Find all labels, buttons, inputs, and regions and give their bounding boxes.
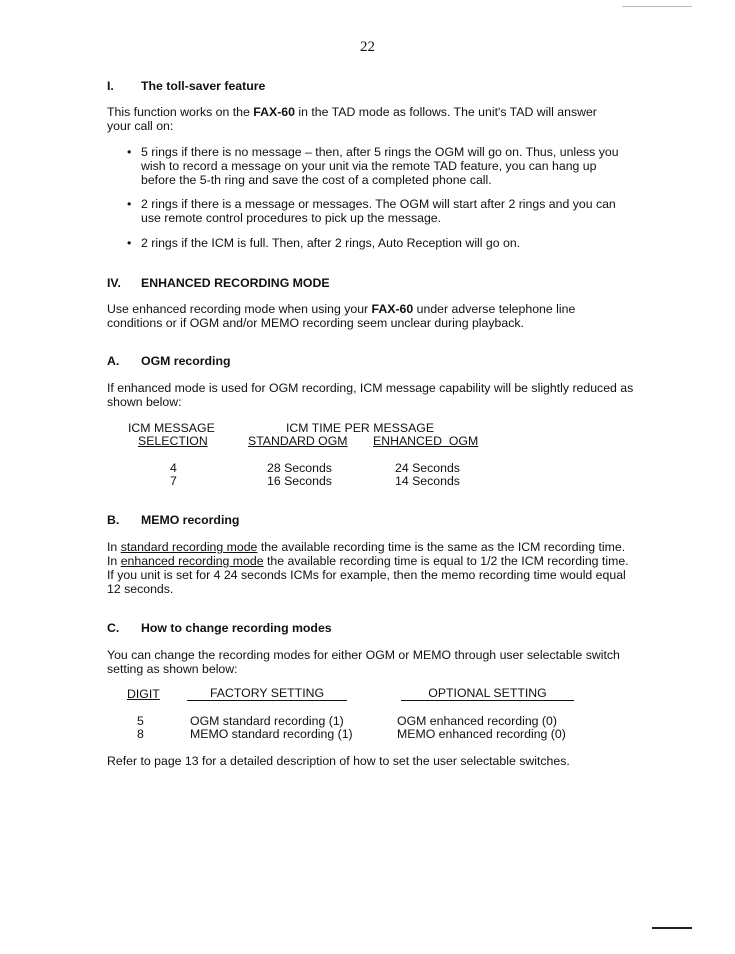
section-number: IV. — [107, 276, 121, 290]
section-number: C. — [107, 621, 120, 635]
table-cell-digit: 5 — [137, 714, 144, 728]
text: Use enhanced recording mode when using your — [107, 302, 372, 316]
section-c-heading — [107, 621, 332, 635]
col-header-enhanced-ogm: ENHANCED OGM — [373, 434, 479, 448]
section-iv-heading — [107, 276, 330, 290]
table-cell-selection: 7 — [170, 474, 177, 488]
table-cell-enhanced: 24 Seconds — [395, 461, 460, 475]
bullet-line: before the 5-th ring and save the cost of a completed phone call. — [141, 173, 492, 187]
paragraph-line: setting as shown below: — [107, 662, 238, 676]
section-i-heading — [107, 79, 265, 93]
bullet-icon: • — [127, 236, 132, 250]
underlined-term: enhanced recording mode — [120, 554, 264, 568]
table-cell-standard: 16 Seconds — [267, 474, 332, 488]
table-cell-standard: 28 Seconds — [267, 461, 332, 475]
intro-line-2: your call on: — [107, 119, 174, 133]
bullet-line: 2 rings if the ICM is full. Then, after 2 rings, Auto Reception will go on. — [141, 236, 521, 250]
section-b-paragraph — [107, 540, 647, 596]
section-title: MEMO recording — [141, 513, 240, 527]
table-cell-factory: MEMO standard recording (1) — [190, 727, 353, 741]
col-header-factory-setting: FACTORY SETTING — [187, 687, 347, 701]
bullet-text — [141, 145, 641, 187]
section-title: The toll-saver feature — [141, 79, 266, 93]
scan-artifact — [622, 6, 692, 7]
section-title: How to change recording modes — [141, 621, 332, 635]
bullet-line: 2 rings if there is a message or messages. The OGM will start after 2 rings and you can — [141, 197, 616, 211]
paragraph-line: If enhanced mode is used for OGM recording, ICM message capability will be slightly reduced as — [107, 381, 634, 395]
section-iv-paragraph — [107, 302, 642, 330]
bullet-line: use remote control procedures to pick up the message. — [141, 211, 442, 225]
paragraph-line — [107, 302, 642, 316]
bullet-icon: • — [127, 197, 132, 211]
col-header-selection: SELECTION — [138, 434, 208, 448]
section-b-heading — [107, 513, 239, 527]
table-cell-enhanced: 14 Seconds — [395, 474, 460, 488]
underlined-term: standard recording mode — [120, 540, 258, 554]
col-header-digit: DIGIT — [127, 687, 160, 701]
page-number: 22 — [360, 39, 375, 55]
text: This function works on the — [107, 105, 254, 119]
table-cell-digit: 8 — [137, 727, 144, 741]
bullet-text — [141, 197, 641, 225]
paragraph-line: conditions or if OGM and/or MEMO recording seem unclear during playback. — [107, 316, 524, 330]
model-name: FAX-60 — [253, 105, 295, 119]
table-cell-optional: OGM enhanced recording (0) — [397, 714, 557, 728]
section-number: A. — [107, 354, 120, 368]
section-title: ENHANCED RECORDING MODE — [141, 276, 330, 290]
paragraph-line — [107, 540, 647, 554]
model-name: FAX-60 — [371, 302, 414, 316]
table-cell-optional: MEMO enhanced recording (0) — [397, 727, 566, 741]
bullet-text — [141, 236, 641, 250]
paragraph-line: shown below: — [107, 395, 182, 409]
text: under adverse telephone line — [413, 302, 576, 316]
col-header-optional-setting: OPTIONAL SETTING — [401, 687, 574, 701]
bullet-line: wish to record a message on your unit via the remote TAD feature, you can hang up — [141, 159, 597, 173]
intro-line-1 — [107, 105, 642, 119]
text: In — [107, 554, 121, 568]
section-a-heading — [107, 354, 231, 368]
bullet-icon: • — [127, 145, 132, 159]
section-i-intro — [107, 105, 642, 133]
section-a-paragraph — [107, 381, 642, 409]
text: the available recording time is equal to 1/2 the ICM recording time. — [263, 554, 629, 568]
section-number: B. — [107, 513, 120, 527]
bullet-line: 5 rings if there is no message – then, after 5 rings the OGM will go on. Thus, unless you — [141, 145, 619, 159]
text: the available recording time is the same as the ICM recording time. — [257, 540, 626, 554]
table-cell-factory: OGM standard recording (1) — [190, 714, 344, 728]
table-cell-selection: 4 — [170, 461, 177, 475]
paragraph-line: 12 seconds. — [107, 582, 174, 596]
section-title: OGM recording — [141, 354, 231, 368]
paragraph-line — [107, 554, 647, 568]
scan-artifact — [652, 927, 692, 929]
section-number: I. — [107, 79, 114, 93]
group-header-icm-time: ICM TIME PER MESSAGE — [286, 421, 435, 435]
text: In — [107, 540, 121, 554]
paragraph-line: If you unit is set for 4 24 seconds ICMs for example, then the memo recording time would equal — [107, 568, 626, 582]
paragraph-line: You can change the recording modes for either OGM or MEMO through user selectable switch — [107, 648, 620, 662]
footer-note: Refer to page 13 for a detailed description of how to set the user selectable switches. — [107, 754, 570, 768]
text: in the TAD mode as follows. The unit's TAD will answer — [294, 105, 597, 119]
col-header-standard-ogm: STANDARD OGM — [248, 434, 348, 448]
section-c-paragraph — [107, 648, 642, 676]
col-header-icm-message: ICM MESSAGE — [128, 421, 215, 435]
